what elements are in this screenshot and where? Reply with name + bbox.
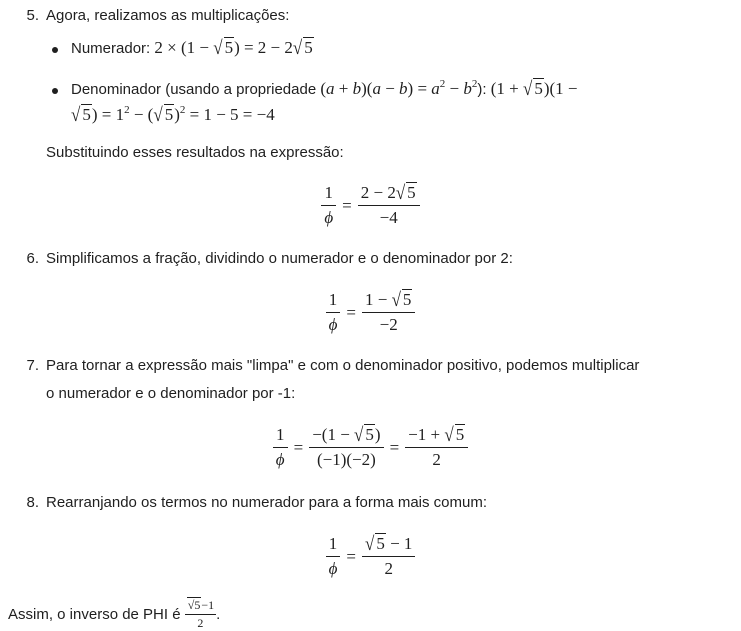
bullet-numerador xyxy=(71,38,314,58)
conclusion-text: Assim, o inverso de PHI é xyxy=(8,606,185,623)
step-5-number: 5. xyxy=(26,7,39,24)
bullet-dot xyxy=(52,88,58,94)
step-7-text-line1: Para tornar a expressão mais "limpa" e com o denominador positivo, podemos multiplicar xyxy=(46,357,640,374)
conclusion: Assim, o inverso de PHI é $\frac{√5-1}{2}$ . xyxy=(8,598,221,630)
conclusion-fraction: $\frac{√5-1}{2}$ xyxy=(185,606,216,620)
equation-1: $\frac{1}{\phi}$ = $\frac{2 - 2√ 5}{-4}$ xyxy=(0,183,741,228)
step-8-number: 8. xyxy=(26,494,39,511)
substitution-text: Substituindo esses resultados na expressão: xyxy=(46,144,344,161)
property-formula: $(a + b)(a - b) = a^2 - b^2$ xyxy=(320,78,478,98)
step-6-text: Simplificamos a fração, dividindo o numerador e o denominador por 2: xyxy=(46,250,513,267)
bullet-denominador-label: Denominador (usando a propriedade xyxy=(71,81,321,98)
numerator-equation: 2 × (1 − √ 5) = 2 − 2√ 5 xyxy=(154,36,313,59)
equation-2: $\frac{1}{\phi}$ = $\frac{1 - √ 5}{-2}$ xyxy=(0,290,741,335)
equation-4: $\frac{1}{\phi}$ = $\frac{√ 5 - 1}{2}$ xyxy=(0,534,741,579)
bullet-denominador-line1: Denominador (usando a propriedade $(a + b)(a - b) = a^2 - b^2$): (1 + √ 5)(1 − xyxy=(71,77,578,100)
equation-3: $\frac{1}{\phi}$ = $\frac{-(1 - √ 5)}{(-1)(-2)}$ = $\frac{-1 + √ 5}{2}$ xyxy=(0,425,741,470)
step-7-text-line2: o numerador e o denominador por -1: xyxy=(46,385,296,402)
bullet-dot xyxy=(52,47,58,53)
step-8-text: Rearranjando os termos no numerador para a forma mais comum: xyxy=(46,494,488,511)
step-7-number: 7. xyxy=(26,357,39,374)
denominator-equation-start: (1 + √ 5)(1 − xyxy=(490,77,578,100)
bullet-denominador-line2: √ $5) = 1^2$ − (√ 5)$^2$ = 1 − 5 = −4 xyxy=(71,103,275,126)
bullet-numerador-label: Numerador: xyxy=(71,40,155,57)
step-5-text: Agora, realizamos as multiplicações: xyxy=(46,7,290,24)
step-6-number: 6. xyxy=(26,250,39,267)
